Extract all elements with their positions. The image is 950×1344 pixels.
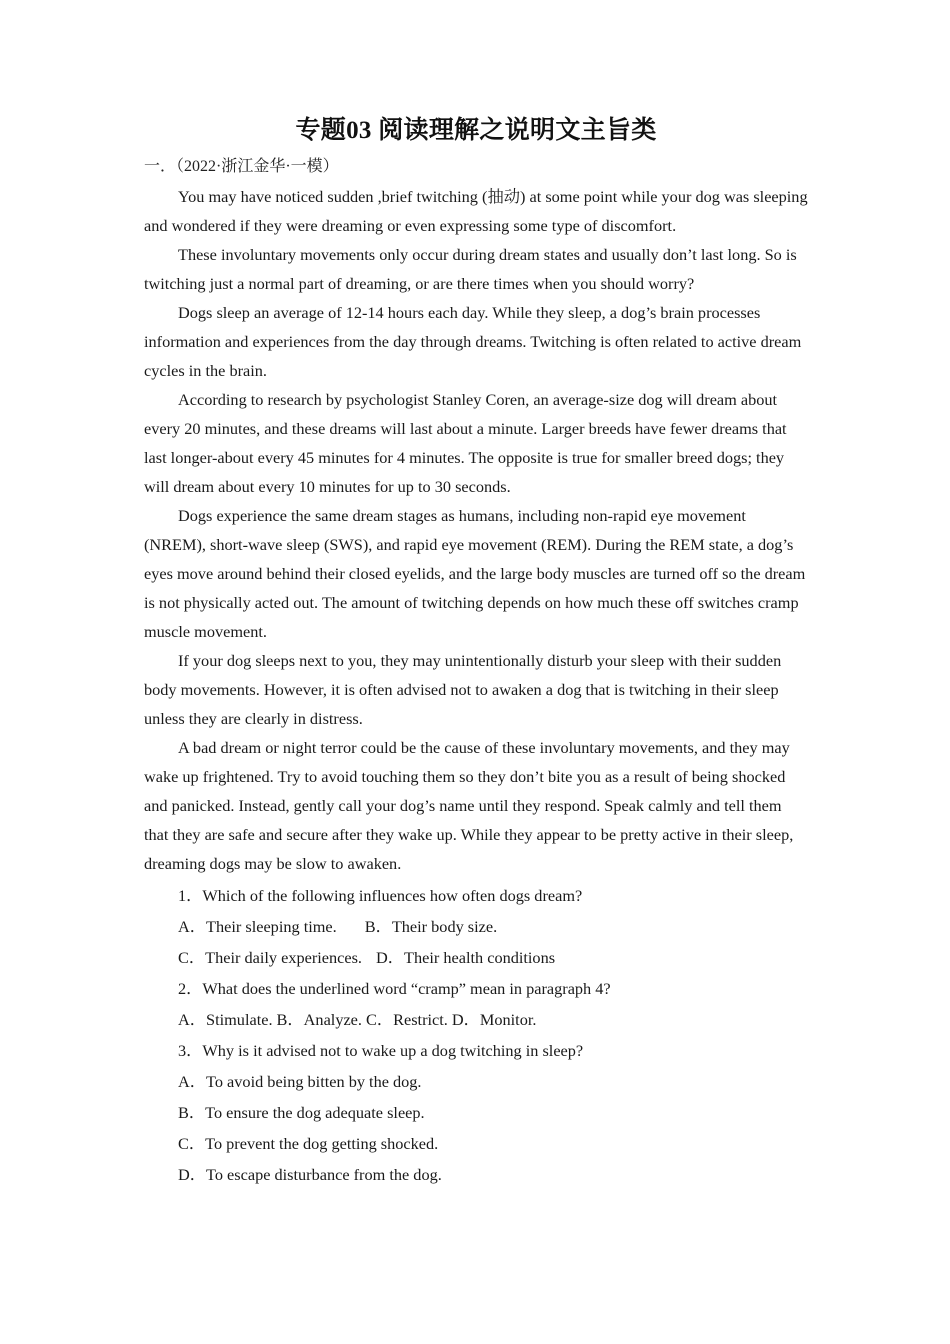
question-1-option-c[interactable]: C．Their daily experiences. bbox=[178, 948, 362, 967]
question-3-option-a[interactable]: A．To avoid being bitten by the dog. bbox=[178, 1072, 422, 1091]
passage-paragraph-2: These involuntary movements only occur during dream states and usually don’t last long. So is twitching just a normal part of dreaming, or are there times when you should worry? bbox=[144, 245, 797, 293]
reading-passage bbox=[144, 182, 808, 878]
question-1-option-a[interactable]: A．Their sleeping time. bbox=[178, 917, 337, 936]
passage-paragraph-7: A bad dream or night terror could be the cause of these involuntary movements, and they may wake up frightened. Try to avoid touching them so they don’t bite you as a result of being shocked and panicked. Instead, gently call your dog’s name until they respond. Speak calmly and tell them that they are safe and secure after they wake up. While they appear to be pretty active in their sleep, dreaming dogs may be slow to awaken. bbox=[144, 738, 794, 873]
question-3-option-b[interactable]: B．To ensure the dog adequate sleep. bbox=[178, 1103, 425, 1122]
passage-paragraph-5: Dogs experience the same dream stages as humans, including non-rapid eye movement (NREM), short-wave sleep (SWS), and rapid eye movement (REM). During the REM state, a dog’s eyes move around behind their closed eyelids, and the large body muscles are turned off so the dream is not physically acted out. The amount of twitching depends on how much these off switches cramp muscle movement. bbox=[144, 506, 806, 641]
passage-paragraph-6: If your dog sleeps next to you, they may unintentionally disturb your sleep with their sudden body movements. However, it is often advised not to awaken a dog that is twitching in their sleep unless they are clearly in distress. bbox=[144, 651, 782, 728]
question-list bbox=[144, 880, 808, 1190]
question-2-option-d[interactable]: D．Monitor. bbox=[451, 1010, 537, 1029]
question-source: 一．（2022·浙江金华·一模） bbox=[144, 158, 339, 175]
question-2-option-a[interactable]: A．Stimulate. bbox=[178, 1010, 273, 1029]
question-1-stem: 1．Which of the following influences how often dogs dream? bbox=[178, 886, 583, 905]
question-3-option-d[interactable]: D．To escape disturbance from the dog. bbox=[178, 1165, 442, 1184]
question-2-option-c[interactable]: C．Restrict. bbox=[365, 1010, 448, 1029]
question-1-option-b[interactable]: B．Their body size. bbox=[364, 917, 498, 936]
passage-paragraph-3: Dogs sleep an average of 12-14 hours each day. While they sleep, a dog’s brain processes information and experiences from the day through dreams. Twitching is often related to active dream cycles in the brain. bbox=[144, 303, 802, 380]
question-2-option-b[interactable]: B．Analyze. bbox=[276, 1010, 362, 1029]
passage-paragraph-4: According to research by psychologist Stanley Coren, an average-size dog will dream about every 20 minutes, and these dreams will last about a minute. Larger breeds have fewer dreams that last longer-about every 45 minutes for 4 minutes. The opposite is true for smaller breed dogs; they will dream about every 10 minutes for up to 30 seconds. bbox=[144, 390, 787, 496]
passage-paragraph-1: You may have noticed sudden ,brief twitching (抽动) at some point while your dog was sleeping and wondered if they were dreaming or even expressing some type of discomfort. bbox=[144, 187, 808, 235]
question-1-options-row-1 bbox=[144, 911, 808, 942]
document-page bbox=[144, 112, 808, 1190]
question-3-stem: 3．Why is it advised not to wake up a dog twitching in sleep? bbox=[178, 1041, 584, 1060]
question-1-options-row-2 bbox=[144, 942, 808, 973]
question-1-option-d[interactable]: D．Their health conditions bbox=[376, 948, 556, 967]
question-3-option-c[interactable]: C．To prevent the dog getting shocked. bbox=[178, 1134, 439, 1153]
page-title: 专题03 阅读理解之说明文主旨类 bbox=[295, 117, 657, 144]
question-2-stem: 2．What does the underlined word “cramp” mean in paragraph 4? bbox=[178, 979, 611, 998]
question-2-options-row bbox=[144, 1004, 808, 1035]
